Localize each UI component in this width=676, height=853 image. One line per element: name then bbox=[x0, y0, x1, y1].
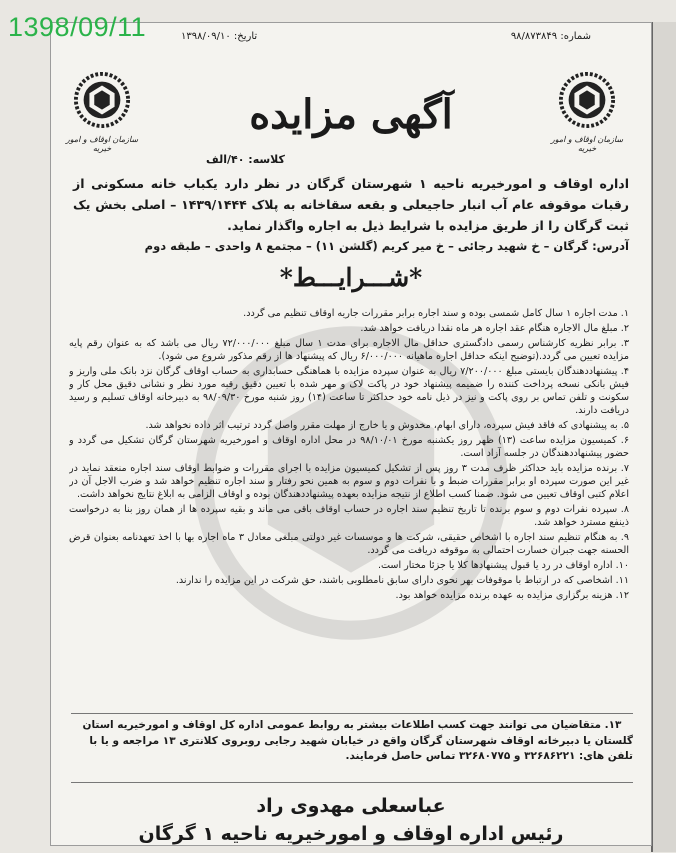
signer-role: رئیس اداره اوقاف و امورخیریه ناحیه ۱ گرگان bbox=[138, 823, 564, 845]
logo-caption: سازمان اوقاف و امور خیریه bbox=[65, 135, 139, 153]
notice-title: آگهی مزایده bbox=[249, 91, 453, 138]
condition-item: ۱. مدت اجاره ۱ سال کامل شمسی بوده و سند اجاره برابر مقررات جاریه اوقاف تنظیم می گردد. bbox=[243, 308, 629, 319]
logo-caption: سازمان اوقاف و امور خیریه bbox=[550, 135, 624, 153]
condition-item: ۴. پیشنهاددهندگان بایستی مبلغ ۷/۲۰۰/۰۰۰ ریال به عنوان سپرده مزایده با هماهنگی حسابداری به حساب اوقاف گرگان نزد بانک ملی واریز و فیش بانکی نسخه پرداخت کننده را ضمیمه پیشنهاد خود در پاکت لاک و مهر شده با تعیین دقیق رقبه مورد نظر و نشانی دقیق محل کار و سکونت و تلفن تماس بر روی پاکت و نیز در ذیل نامه خود حداکثر تا ساعت (۱۴) روز شنبه مورخ ۹۸/۰۹/۳۰ به دبیرخانه اوقاف تسلیم و رسید دریافت دارند. bbox=[69, 365, 629, 417]
condition-item: ۹. به هنگام تنظیم سند اجاره با اشخاص حقیقی، شرکت ها و موسسات غیر دولتی مبلغی معادل ۳ ماه اجاره بها با اخذ تعهدنامه بعنوان قرض الحسنه جهت جبران خسارت احتمالی به موقوفه دریافت می گردد. bbox=[69, 532, 629, 557]
condition-item: ۵. به پیشنهادی که فاقد فیش سپرده، دارای ابهام، مخدوش و یا خارج از مهلت مقرر واصل گردد ترتیب اثر داده نخواهد شد. bbox=[145, 420, 629, 431]
intro-paragraph: اداره اوقاف و امورخیریه ناحیه ۱ شهرستان گرگان در نظر دارد یکباب خانه مسکونی از رقبات موقوفه عام آب انبار حاجیعلی و بقعه سقاخانه به پلاک ۱۴۳۹/۱۴۴۴ – اصلی بخش یک ثبت گرگان را از طریق مزایده با شرایط ذیل به اجاره واگذار نماید. bbox=[73, 176, 629, 233]
notice-paper bbox=[50, 22, 652, 846]
contact-line-2: گلستان یا دبیرخانه اوقاف شهرستان گرگان واقع در خیابان شهید رجایی روبروی کلانتری ۱۳ مراجعه و یا با bbox=[89, 734, 633, 747]
condition-item: ۳. برابر نظریه کارشناس رسمی دادگستری حداقل مال الاجاره برای مدت ۱ سال مبلغ ۷۲/۰۰۰/۰۰۰ ریال می باشد که به عنوان رقم پایه مزایده تعیین می گردد.(توضیح اینکه حداقل اجاره ماهیانه ۶/۰۰۰/۰۰۰ ریال که پیشنهاد ها از رقم مذکور شروع می شود). bbox=[69, 337, 629, 362]
condition-item: ۱۲. هزینه برگزاری مزایده به عهده برنده مزایده خواهد بود. bbox=[395, 589, 629, 601]
contact-info bbox=[71, 713, 633, 783]
adjacent-page-strip bbox=[651, 22, 676, 852]
contact-line-1: ۱۳. متقاضیان می توانند جهت کسب اطلاعات بیشتر به روابط عمومی اداره کل اوقاف و امورخیریه استان bbox=[82, 719, 622, 731]
number-label: شماره: bbox=[560, 31, 591, 42]
notice-number bbox=[511, 31, 591, 42]
condition-item: ۶. کمیسیون مزایده ساعت (۱۳) ظهر روز یکشنبه مورخ ۹۸/۱۰/۰۱ در محل اداره اوقاف و امورخیریه شهرستان گرگان تشکیل می گردد و حضور پیشنهاددهندگان در جلسه آزاد است. bbox=[69, 434, 629, 459]
date-stamp: 1398/09/11 bbox=[8, 12, 147, 42]
condition-item: ۲. مبلغ مال الاجاره هنگام عقد اجاره هر ماه نقدا دریافت خواهد شد. bbox=[360, 322, 629, 334]
class-number: کلاسه: ۴۰/الف bbox=[206, 153, 285, 166]
number-value: ۹۸/۸۷۳۸۴۹ bbox=[510, 31, 558, 42]
signer-name: عباسعلی مهدوی راد bbox=[256, 795, 446, 817]
conditions-list bbox=[69, 307, 629, 709]
condition-item: ۷. برنده مزایده باید حداکثر ظرف مدت ۳ روز پس از تشکیل کمیسیون مزایده با اجرای مقررات و ضوابط اوقاف سند اجاره منعقد نماید در غیر این صورت سپرده او برابر مقررات ضبط و با نفرات دوم و سوم به همین نحو رفتار و سند اجاره تنظیم خواهد شد و ضرب الاجل آن در اعلام کتبی اوقاف تعیین می شود. ضمنا کسب اطلاع از نتیجه مزایده بعهده پیشنهاددهندگان بوده و اوقاف الزامی به ابلاغ نتایج نخواهد داشت. bbox=[69, 462, 629, 501]
date-label: تاریخ: bbox=[233, 31, 258, 42]
property-address: آدرس: گرگان – خ شهید رجائی – خ میر کریم (گلشن ۱۱) – مجتمع ۸ واحدی – طبقه دوم bbox=[144, 239, 629, 253]
date-value: ۱۳۹۸/۰۹/۱۰ bbox=[181, 31, 231, 42]
notice-header-meta bbox=[181, 31, 591, 42]
contact-phones: تلفن های: ۳۲۶۸۶۲۲۱ و ۳۲۶۸۰۷۷۵ تماس حاصل فرمایند. bbox=[345, 750, 633, 762]
notice-date bbox=[181, 31, 257, 42]
condition-item: ۸. سپرده نفرات دوم و سوم برنده تا تاریخ تنظیم سند اجاره در حساب اوقاف باقی می ماند و بقیه سپرده ها از همان روز بنا به درخواست ذینفع مسترد خواهد شد. bbox=[69, 504, 629, 529]
conditions-title: *شـــرایـــط* bbox=[279, 263, 423, 292]
condition-item: ۱۱. اشخاصی که در ارتباط با موقوفات بهر نحوی دارای سابق نامطلوبی باشند، حق شرکت در این مزایده را ندارند. bbox=[175, 574, 629, 586]
condition-item: ۱۰. اداره اوقاف در رد یا قبول پیشنهادها کلا یا جزئا مختار است. bbox=[377, 560, 629, 571]
